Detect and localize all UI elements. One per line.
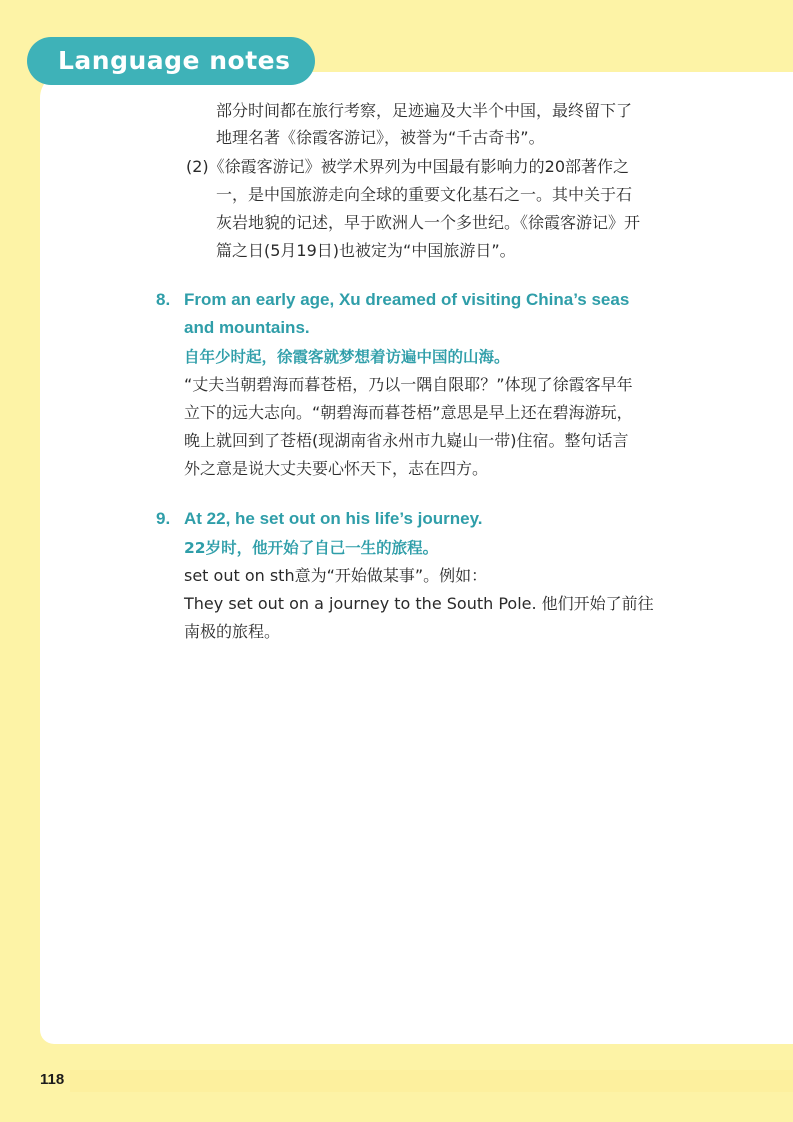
note-title: and mountains. xyxy=(184,318,310,337)
note-number: 8. xyxy=(156,290,171,309)
paragraph-line: 立下的远大志向。“朝碧海而暮苍梧”意思是早上还在碧海游玩， xyxy=(184,403,633,422)
paragraph-line: set out on sth意为“开始做某事”。例如： xyxy=(184,566,488,585)
paragraph-line: 地理名著《徐霞客游记》，被誉为“千古奇书”。 xyxy=(216,128,545,147)
paragraph-line: 一，是中国旅游走向全球的重要文化基石之一。其中关于石 xyxy=(216,185,633,204)
note-translation: 22岁时，他开始了自己一生的旅程。 xyxy=(184,539,439,557)
paragraph-line: 南极的旅程。 xyxy=(184,622,281,641)
paragraph-line: They set out on a journey to the South Pole. 他们开始了前往 xyxy=(184,594,654,613)
page-number: 118 xyxy=(40,1071,65,1088)
section-title: Language notes xyxy=(58,46,291,75)
paragraph-line: 部分时间都在旅行考察，足迹遍及大半个中国，最终留下了 xyxy=(216,101,633,120)
paragraph-line: 晚上就回到了苍梧(现湖南省永州市九嶷山一带)住宿。整句话言 xyxy=(184,431,629,450)
paragraph-line: 灰岩地貌的记述，早于欧洲人一个多世纪。《徐霞客游记》开 xyxy=(216,213,641,232)
note-title: At 22, he set out on his life’s journey. xyxy=(184,509,483,528)
paragraph-line: “丈夫当朝碧海而暮苍梧，乃以一隅自限耶？”体现了徐霞客早年 xyxy=(184,375,633,394)
note-translation: 自年少时起，徐霞客就梦想着访遍中国的山海。 xyxy=(184,348,510,366)
section-title-tab xyxy=(27,37,315,85)
paragraph-line: 外之意是说大丈夫要心怀天下，志在四方。 xyxy=(184,459,489,478)
footer-strip xyxy=(70,1070,793,1092)
paragraph-line: 篇之日(5月19日)也被定为“中国旅游日”。 xyxy=(216,241,516,260)
note-title: From an early age, Xu dreamed of visiting China’s seas xyxy=(184,290,630,309)
paragraph-line: (2)《徐霞客游记》被学术界列为中国最有影响力的20部著作之 xyxy=(186,157,630,176)
note-number: 9. xyxy=(156,509,171,528)
